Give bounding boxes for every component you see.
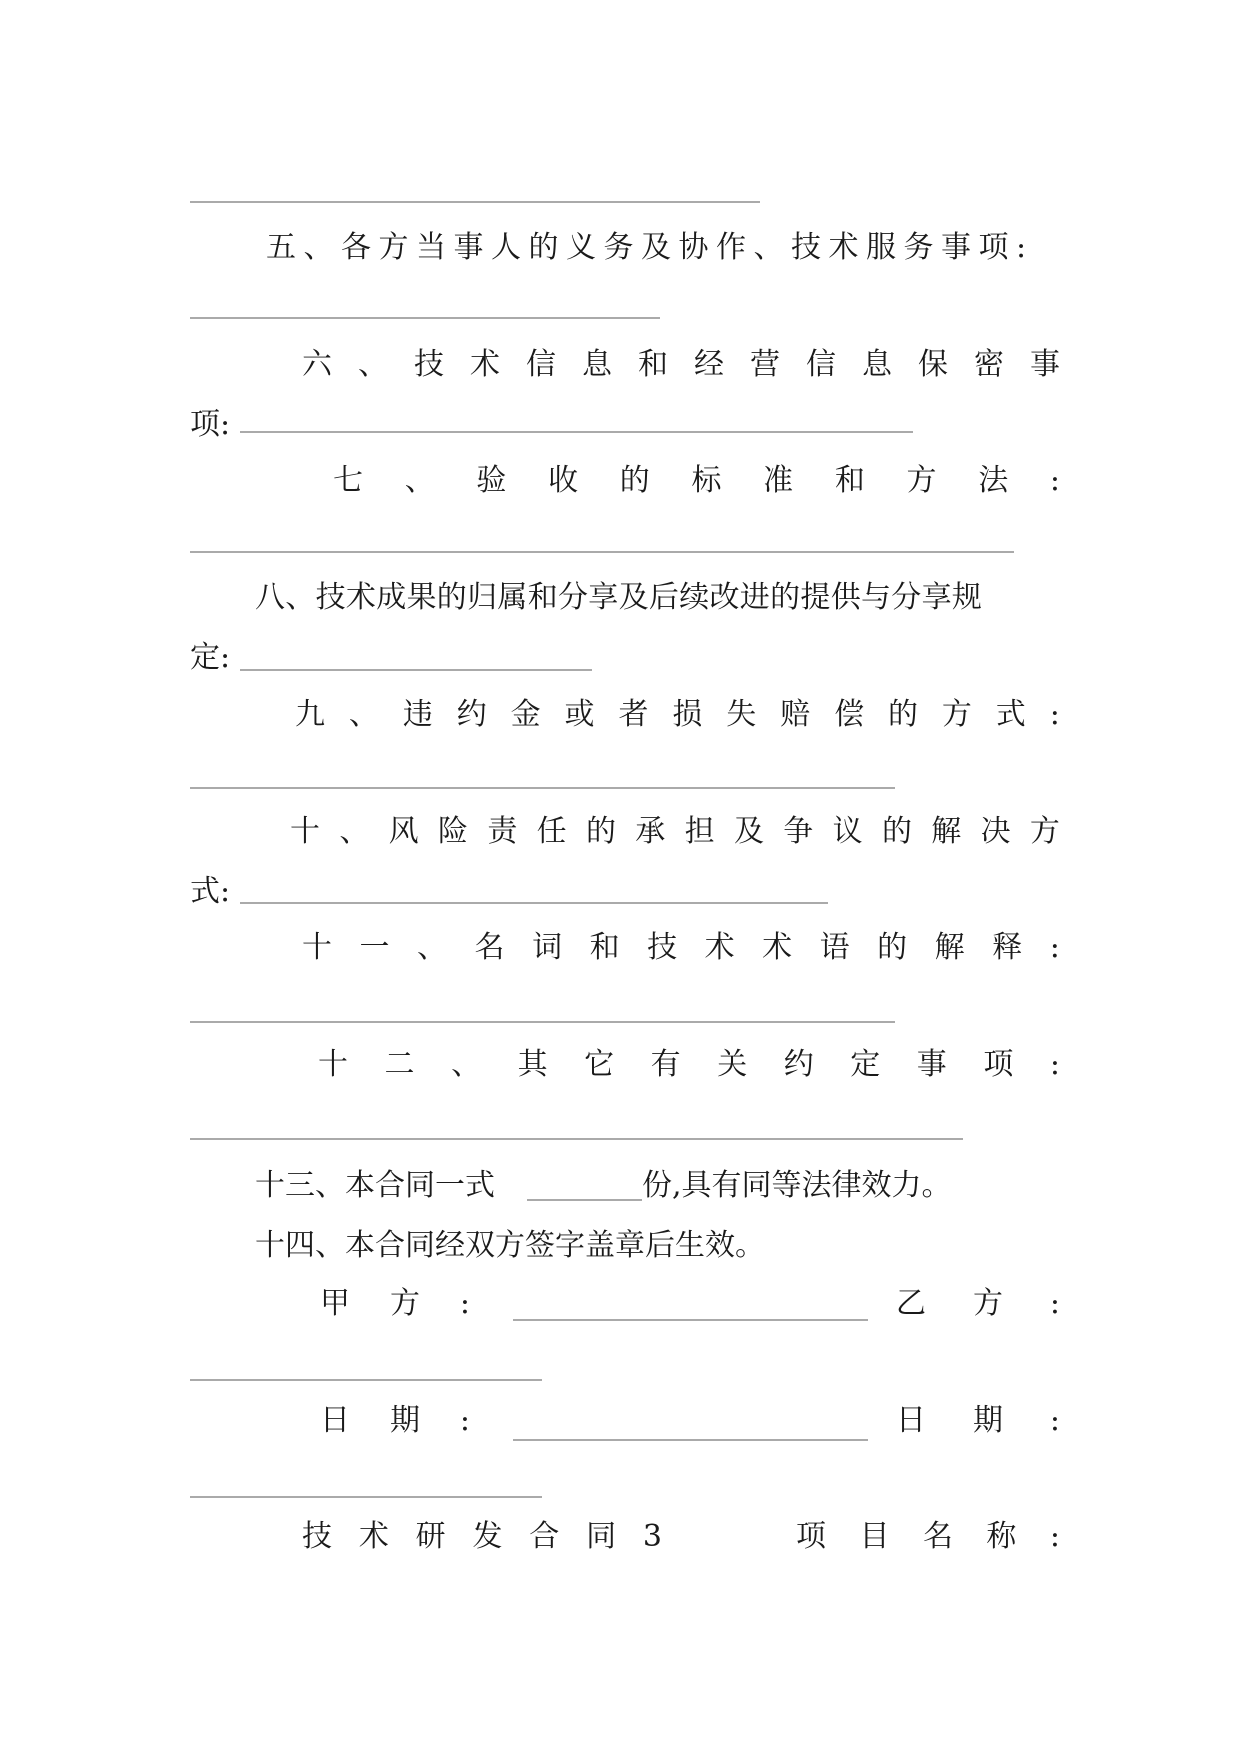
clause-10: 十 、 风 险 责 任 的 承 担 及 争 议 的 解 决 方: [290, 814, 1060, 849]
clause-14: 十四、本合同经双方签字盖章后生效。: [255, 1228, 765, 1263]
next-contract-project-label: 项 目 名 称 :: [796, 1519, 1060, 1554]
clause-11: 十 一 、 名 词 和 技 术 术 语 的 解 释 :: [302, 930, 1060, 965]
clause-9: 九 、 违 约 金 或 者 损 失 赔 偿 的 方 式 :: [295, 697, 1060, 732]
clause-6-tail: 项:: [190, 407, 231, 442]
party-a-label: 甲 方 :: [320, 1286, 470, 1321]
party-b-label: 乙 方 :: [896, 1286, 1060, 1321]
clause-12: 十 二 、 其 它 有 关 约 定 事 项 :: [318, 1047, 1060, 1082]
clause-8-tail: 定:: [190, 640, 231, 675]
clause-6: 六 、 技 术 信 息 和 经 营 信 息 保 密 事: [302, 347, 1060, 382]
clause-8: 八、技术成果的归属和分享及后续改进的提供与分享规: [255, 580, 983, 615]
next-contract-title: 技 术 研 发 合 同 3: [302, 1519, 662, 1554]
clause-7: 七 、 验 收 的 标 准 和 方 法 :: [333, 463, 1060, 498]
date-b-label: 日 期 :: [896, 1403, 1060, 1438]
date-a-label: 日 期 :: [320, 1403, 470, 1438]
clause-10-tail: 式:: [190, 874, 231, 909]
clause-13-after: 份,具有同等法律效力。: [642, 1168, 952, 1203]
clause-13-before: 十三、本合同一式: [255, 1168, 495, 1203]
clause-5: 五、各方当事人的义务及协作、技术服务事项:: [266, 230, 1034, 265]
